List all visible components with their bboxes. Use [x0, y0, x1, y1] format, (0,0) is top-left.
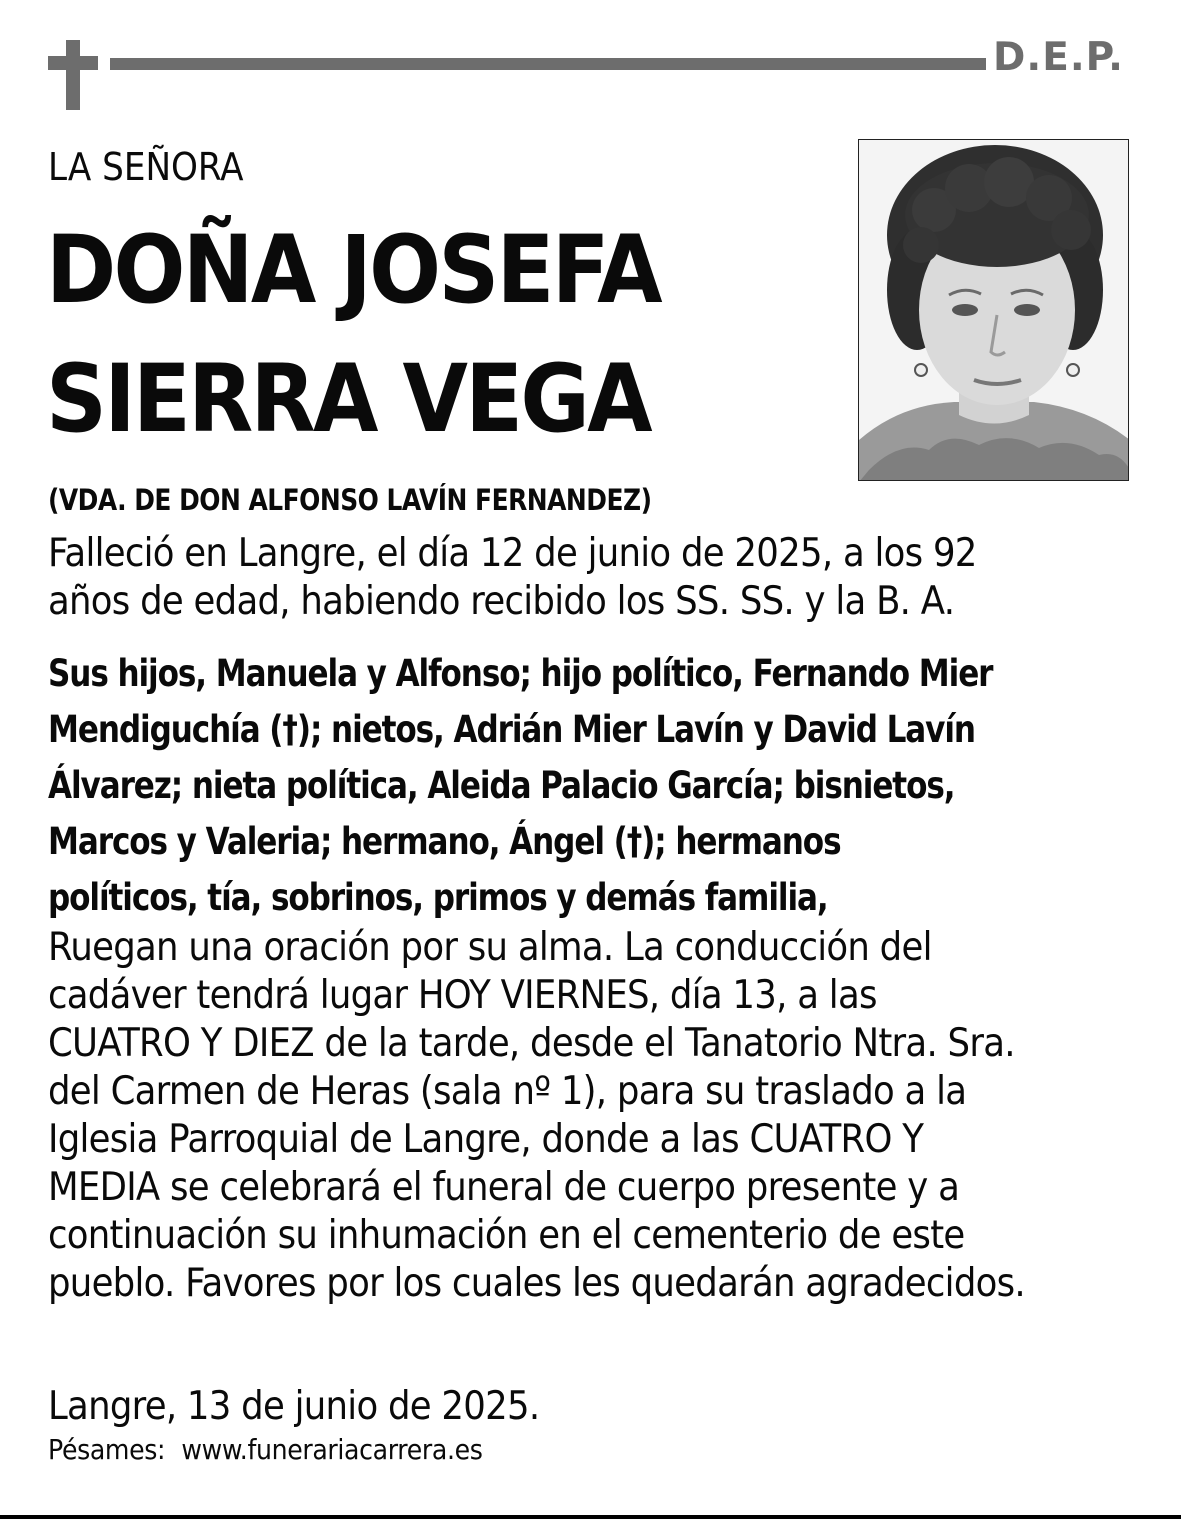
condolences-line	[48, 1433, 483, 1467]
deceased-name-line1: DOÑA JOSEFA	[46, 216, 660, 325]
death-announcement: Falleció en Langre, el día 12 de junio de 2025, a los 92 años de edad, habiendo recibido los SS. SS. y la B. A.	[48, 531, 977, 624]
header-rule	[110, 58, 986, 70]
portrait-photo	[858, 139, 1129, 481]
website-link[interactable]: www.funerariacarrera.es	[181, 1433, 483, 1466]
widow-of-line: (VDA. DE DON ALFONSO LAVÍN FERNANDEZ)	[48, 483, 652, 517]
place-and-date: Langre, 13 de junio de 2025.	[48, 1384, 540, 1429]
portrait-illustration	[859, 140, 1129, 481]
condolences-label: Pésames:	[48, 1433, 166, 1466]
family-members: Sus hijos, Manuela y Alfonso; hijo político, Fernando Mier Mendiguchía (†); nietos, Adrián Mier Lavín y David Lavín Álvarez; nieta política, Aleida Palacio García; bisnietos, Marcos y Valeria; hermano, Ángel (†); hermanos políticos, tía, sobrinos, primos y demás familia,	[48, 652, 993, 919]
funeral-details: Ruegan una oración por su alma. La conducción del cadáver tendrá lugar HOY VIERNES, día 13, a las CUATRO Y DIEZ de la tarde, desde el Tanatorio Ntra. Sra. del Carmen de Heras (sala nº 1), para su traslado a la Iglesia Parroquial de Langre, donde a las CUATRO Y MEDIA se celebrará el funeral de cuerpo presente y a continuación su inhumación en el cementerio de este pueblo. Favores por los cuales les quedarán agradecidos.	[48, 925, 1025, 1306]
deceased-name-line2: SIERRA VEGA	[46, 345, 650, 454]
latin-cross-icon	[48, 40, 98, 110]
dep-label: D.E.P.	[993, 35, 1124, 80]
honorific-label: LA SEÑORA	[48, 145, 244, 189]
